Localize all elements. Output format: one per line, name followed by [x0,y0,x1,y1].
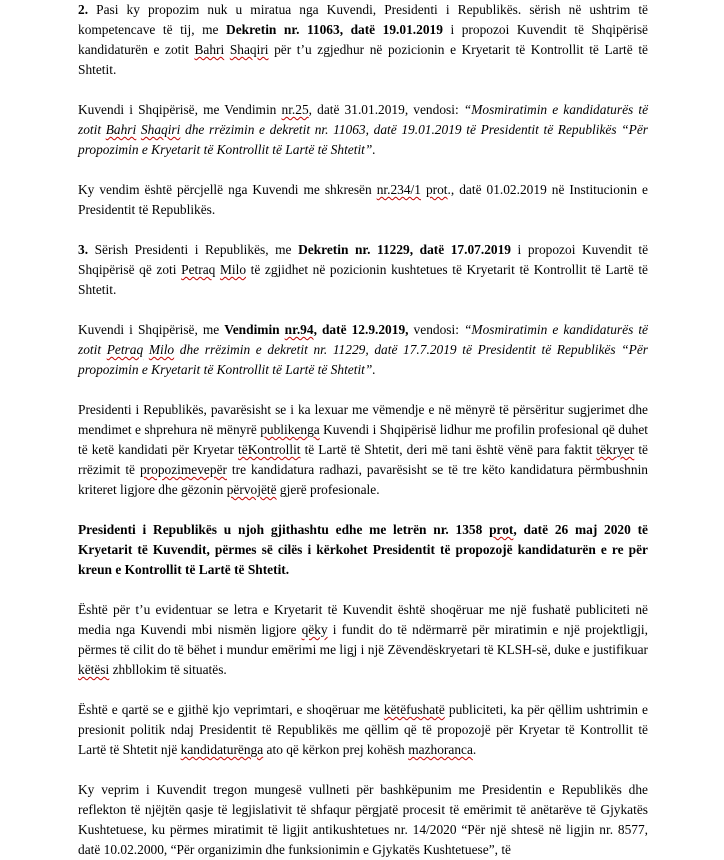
text-run: Milo [148,342,175,357]
paragraph-p4 [78,240,648,300]
text-run: Petraq [181,262,216,277]
text-run: Presidenti i Republikës, pavarësisht se i ka lexuar me vëmendje e në mënyrë të përsëritur sugjerimet dhe mendimet e shprehura në mënyrë [78,402,648,437]
text-run: përvojëtë [226,482,277,497]
text-run: prot [425,182,448,197]
text-run: , datë 12.9.2019, [313,322,409,337]
text-run: . [472,742,477,757]
text-run: Është e qartë se e gjithë kjo veprimtari, e shoqëruar me [78,702,384,717]
document-page [78,0,648,860]
text-run: Vendimin [224,322,285,337]
text-run: Sërish Presidenti i Republikës, me [94,242,299,257]
text-run: Dekretin nr. 11229, datë 17.07.2019 [298,242,511,257]
text-run: “Mosmiratimin e kandidaturës të zotit [78,102,649,137]
text-run: Petraq [106,342,144,357]
text-run: të rrëzimit të [78,442,648,477]
text-run: për t’u zgjedhur në pozicionin e Kryetarit të Kontrollit të Lartë të Shtetit. [78,42,648,77]
text-run: ato që kërkon prej kohësh [263,742,409,757]
text-run: , datë 31.01.2019, vendosi: [308,102,464,117]
paragraph-p3 [78,180,648,220]
text-run: i fundit do të ndërmarrë për miratimin e një projektligji, përmes të cilit do të bëhet i mundur emërimi me ligj i një Zëvendëskryetari të KLSH-së, duke e justifikuar [78,622,648,657]
text-run: këtësi [78,662,110,677]
paragraph-p7 [78,520,648,580]
text-run: nr.25 [281,102,309,117]
text-run: Ky veprim i Kuvendit tregon mungesë vullneti për bashkëpunim me Presidentin e Republikës dhe reflekton të njëjtën qasje të legjislativit të shfaqur përgjatë procesit të emërimit të anëtarëve të Gjykatës Kushtetuese, ku përmes miratimit të ligjit antikushtetues nr. 14/2020 “Për një shtesë në ligjin nr. 8577, datë 10.02.2000, “Për organizimin dhe funksionimin e Gjykatës Kushtetuese”, të [78,782,648,857]
text-run: Ky vendim është përcjellë nga Kuvendi me shkresën [78,182,377,197]
text-run: Bahri [105,122,137,137]
text-run: nr.94 [284,322,314,337]
paragraph-p1 [78,0,648,80]
paragraph-p5 [78,320,648,380]
text-run: tëkryer [596,442,635,457]
text-run: Kuvendi i Shqipërisë lidhur me profilin profesional që duhet të ketë kandidati për Kryetar [78,422,648,457]
paragraph-p6 [78,400,648,500]
text-run: Pasi ky propozim nuk u miratua nga Kuvendi, Presidenti i Republikës. sërish në ushtrim të kompetencave të tij, me [78,2,649,37]
text-run: publikenga [260,422,320,437]
text-run: mazhoranca [408,742,473,757]
text-run: propozimevepër [139,462,227,477]
text-run: “Mosmiratimin e kandidaturës të zotit [78,322,649,357]
text-run: 2. [78,2,97,17]
text-run: tëKontrollit [238,442,301,457]
text-run: prot [489,522,514,537]
text-run: Dekretin nr. 11063, datë 19.01.2019 [226,22,443,37]
text-run: nr.234/1 [376,182,421,197]
text-run: të Lartë të Shtetit, deri më tani është vënë para faktit [300,442,597,457]
text-run: i propozoi Kuvendit të Shqipërisë që zoti [78,242,649,277]
text-run: ., datë 01.02.2019 në Institucionin e Presidentit të Republikës. [78,182,648,217]
text-run: tre kandidatura radhazi, pavarësisht se të tre këto kandidatura përmbushnin kriteret ligjore dhe gëzonin [78,462,648,497]
text-run: Shaqiri [229,42,269,57]
text-run: Kuvendi i Shqipërisë, me Vendimin [78,102,282,117]
text-run: dhe rrëzimin e dekretit nr. 11229, datë 17.7.2019 të Presidentit të Republikës “Për propozimin e Kryetarit të Kontrollit të Lartë të Shtetit”. [78,342,648,377]
paragraph-p8 [78,600,648,680]
text-run: dhe rrëzimin e dekretit nr. 11063, datë 19.01.2019 të Presidentit të Republikës “Për propozimin e Kryetarit të Kontrollit të Lartë të Shtetit”. [78,122,648,157]
paragraph-p10 [78,780,648,860]
text-run: publiciteti, ka për qëllim ushtrimin e presionit politik ndaj Presidentit të Republikës me qëllim që të propozojë për Kryetar të Kontrollit të Lartë të Shtetit një [78,702,648,757]
text-run: , datë 26 maj 2020 të Kryetarit të Kuvendit, përmes së cilës i kërkohet Presidentit të propozojë kandidaturën e re për kreun e Kontrollit të Lartë të Shtetit. [78,522,648,577]
text-run: vendosi: [408,322,464,337]
text-run: Është për t’u evidentuar se letra e Kryetarit të Kuvendit është shoqëruar me një fushatë publiciteti në media nga Kuvendi mbi nismën ligjore [78,602,648,637]
text-run: kandidaturënga [180,742,264,757]
text-run: i propozoi Kuvendit të Shqipërisë kandidaturën e zotit [78,22,648,57]
text-run: Shaqiri [140,122,181,137]
text-run: gjerë profesionale. [276,482,380,497]
paragraph-p2 [78,100,648,160]
text-run: Kuvendi i Shqipërisë, me [78,322,225,337]
text-run: qëky [301,622,328,637]
paragraph-p9 [78,700,648,760]
text-run: Milo [219,262,247,277]
text-run: Bahri [194,42,225,57]
text-run: Presidenti i Republikës u njoh gjithashtu edhe me letrën nr. 1358 [78,522,490,537]
text-run: 3. [78,242,95,257]
text-run: zhbllokim të situatës. [109,662,227,677]
text-run: të zgjidhet në pozicionin kushtetues të Kryetarit të Kontrollit të Lartë të Shtetit. [78,262,648,297]
text-run: këtëfushatë [383,702,445,717]
